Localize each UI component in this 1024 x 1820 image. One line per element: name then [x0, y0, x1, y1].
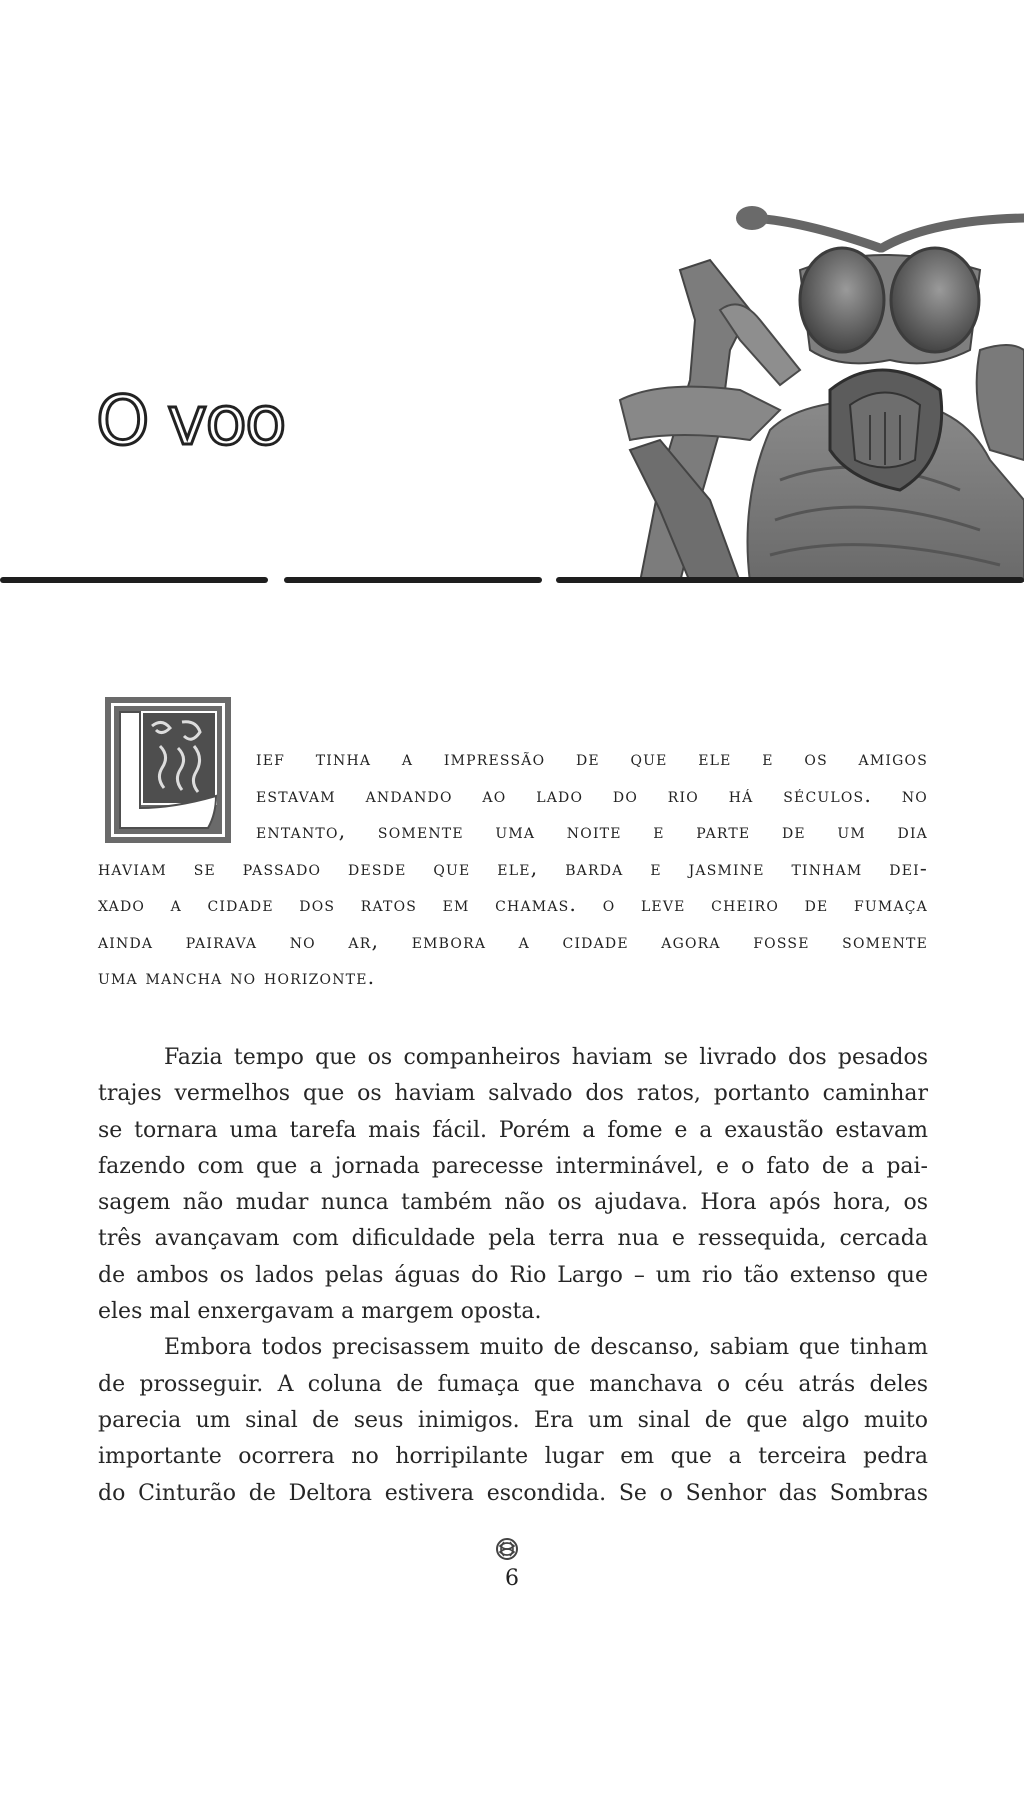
- text-line: três avançavam com dificuldade pela terra nua e ressequida, cercada: [98, 1226, 928, 1252]
- intro-line: entanto, somente uma noite e parte de um dia: [256, 819, 928, 843]
- text-line: Embora todos precisassem muito de descanso, sabiam que tinham: [164, 1335, 928, 1361]
- chapter-opening-paragraph: [98, 740, 928, 996]
- paragraph: [98, 1040, 928, 1330]
- text-line: Fazia tempo que os companheiros haviam se livrado dos pesados: [164, 1045, 928, 1070]
- text-line: se tornara uma tarefa mais fácil. Porém a fome e a exaustão estavam: [98, 1117, 928, 1143]
- intro-line: ainda pairava no ar, embora a cidade agora fosse somente: [98, 928, 928, 953]
- page-number: 6: [505, 1566, 519, 1591]
- intro-line: estavam andando ao lado do rio há séculos. no: [256, 782, 928, 807]
- text-line: sagem não mudar nunca também não os ajudava. Hora após hora, os: [98, 1190, 928, 1216]
- intro-line: xado a cidade dos ratos em chamas. o leve cheiro de fumaça: [98, 892, 928, 916]
- intro-line: haviam se passado desde que ele, barda e jasmine tinham dei-: [98, 855, 928, 880]
- text-line: trajes vermelhos que os haviam salvado dos ratos, portanto caminhar: [98, 1081, 928, 1107]
- text-line: fazendo com que a jornada parecesse interminável, e o fato de a pai-: [98, 1153, 928, 1179]
- text-line: de prosseguir. A coluna de fumaça que manchava o céu atrás deles: [98, 1371, 928, 1397]
- chapter-title: O voo: [96, 382, 285, 461]
- insect-illustration-icon: [600, 200, 1024, 582]
- text-line: eles mal enxergavam a margem oposta.: [98, 1299, 542, 1325]
- text-line: do Cinturão de Deltora estivera escondida. Se o Senhor das Sombras: [98, 1480, 928, 1506]
- body-text: [98, 1040, 928, 1512]
- text-line: de ambos os lados pelas águas do Rio Largo – um rio tão extenso que: [98, 1262, 928, 1288]
- chapter-divider: [0, 574, 1024, 588]
- intro-line: uma mancha no horizonte.: [98, 965, 376, 989]
- text-line: parecia um sinal de seus inimigos. Era um sinal de que algo muito: [98, 1407, 928, 1433]
- paragraph: [98, 1330, 928, 1511]
- intro-line: ief tinha a impressão de que ele e os amigos: [256, 746, 928, 770]
- celtic-knot-icon: [494, 1536, 520, 1562]
- text-line: importante ocorrera no horripilante lugar em que a terceira pedra: [98, 1444, 928, 1470]
